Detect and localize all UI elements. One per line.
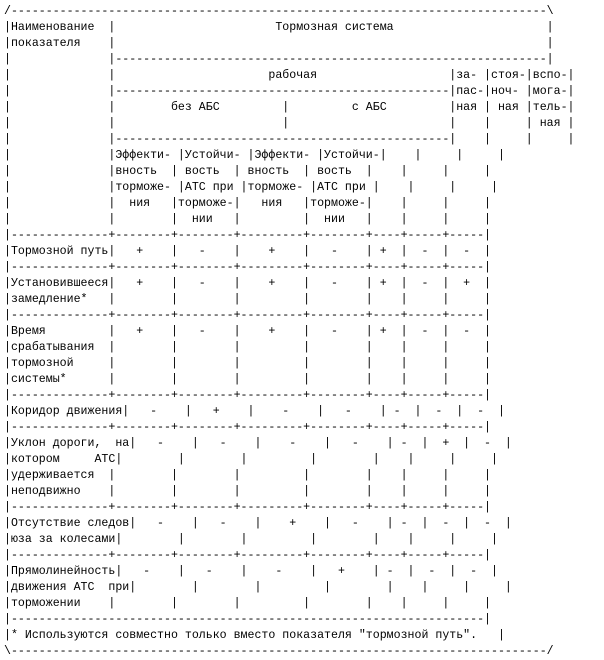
table-line: |котором АТС| | | | | | | | (4, 453, 498, 466)
table-line: |Уклон дороги, на| - | - | - | - | - | + | - | (4, 437, 512, 450)
table-line: | |------------------------------------------------| | | | (4, 133, 575, 146)
table-line: |замедление* | | | | | | | | (4, 293, 492, 306)
table-line: | |--------------------------------------------------------------| (4, 53, 554, 66)
table-line: |Установившееся| + | - | + | - | + | - | + | (4, 277, 492, 290)
table-line: /-----------------------------------------------------------------------------\ (4, 5, 554, 18)
table-line: |--------------+--------+--------+---------+--------+----+-----+-----| (4, 421, 492, 434)
table-line: | |------------------------------------------------|пас-|ноч- |мога-| (4, 85, 575, 98)
table-line: |показателя | | (4, 37, 554, 50)
table-line: |юза за колесами| | | | | | | | (4, 533, 498, 546)
table-line: |торможении | | | | | | | | (4, 597, 492, 610)
table-line: |удерживается | | | | | | | | (4, 469, 492, 482)
table-line: |--------------+--------+--------+---------+--------+----+-----+-----| (4, 389, 492, 402)
table-line: |Время | + | - | + | - | + | - | - | (4, 325, 492, 338)
table-line: |Тормозной путь| + | - | + | - | + | - | - | (4, 245, 492, 258)
table-line: |--------------+--------+--------+---------+--------+----+-----+-----| (4, 501, 492, 514)
table-line: | |Эффекти- |Устойчи- |Эффекти- |Устойчи-| | | | (4, 149, 505, 162)
table-line: |движения АТС при| | | | | | | | (4, 581, 512, 594)
table-line: | |вность | вость | вность | вость | | | | (4, 165, 492, 178)
table-line: | | | нии | | нии | | | | (4, 213, 492, 226)
table-line: |--------------+--------+--------+---------+--------+----+-----+-----| (4, 549, 492, 562)
table-line: |Коридор движения| - | + | - | - | - | - | - | (4, 405, 505, 418)
table-line: |--------------------------------------------------------------------| (4, 613, 492, 626)
table-line: \-----------------------------------------------------------------------------/ (4, 645, 554, 658)
table-line: |Отсутствие следов| - | - | + | - | - | - | - | (4, 517, 512, 530)
table-line: | |торможе- |АТС при |торможе- |АТС при | | | | (4, 181, 498, 194)
table-line: | | рабочая |за- |стоя-|вспо-| (4, 69, 575, 82)
table-line: | | ния |торможе-| ния |торможе-| | | | (4, 197, 492, 210)
ascii-table-document (4, 4, 575, 660)
table-line: |неподвижно | | | | | | | | (4, 485, 492, 498)
table-line: |--------------+--------+--------+---------+--------+----+-----+-----| (4, 261, 492, 274)
table-line: | | | | | | ная | (4, 117, 575, 130)
table-line: | | без АБС | с АБС |ная | ная |тель-| (4, 101, 575, 114)
table-line: |системы* | | | | | | | | (4, 373, 492, 386)
table-line: |срабатывания | | | | | | | | (4, 341, 492, 354)
table-line: |Прямолинейность| - | - | - | + | - | - | - | (4, 565, 498, 578)
table-line: |--------------+--------+--------+---------+--------+----+-----+-----| (4, 309, 492, 322)
table-line: |--------------+--------+--------+---------+--------+----+-----+-----| (4, 229, 492, 242)
table-line: |Наименование | Тормозная система | (4, 21, 554, 34)
table-line: |тормозной | | | | | | | | (4, 357, 492, 370)
table-line: |* Используются совместно только вместо показателя "тормозной путь". | (4, 629, 505, 642)
